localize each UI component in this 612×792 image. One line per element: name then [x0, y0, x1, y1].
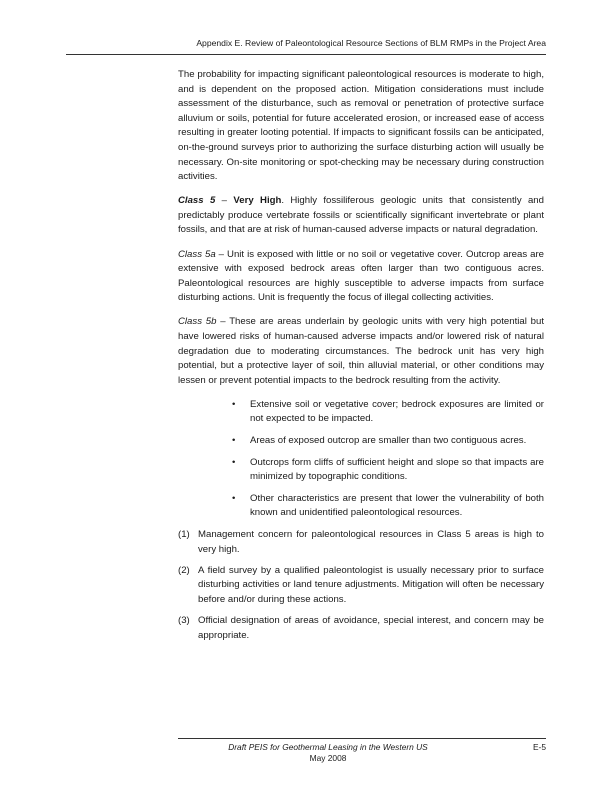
footer-rule	[178, 738, 546, 739]
bullet-text: Areas of exposed outcrop are smaller than two contiguous acres.	[250, 435, 527, 447]
class-5a-text: – Unit is exposed with little or no soil or vegetative cover. Outcrop areas are extensive with exposed bedrock areas often larger than two contiguous acres. Paleontological resources are highly susceptible to adverse impacts from surface disturbing actions. Unit is frequently the focus of illegal collecting activities.	[178, 248, 544, 304]
item-text: Management concern for paleontological resources in Class 5 areas is high to very high.	[198, 529, 544, 555]
class-5-label: Class 5	[178, 195, 216, 207]
numbered-list	[178, 528, 544, 643]
item-number: (1)	[178, 529, 190, 541]
footer-document-title: Draft PEIS for Geothermal Leasing in the Western US	[228, 742, 428, 752]
class-5b-paragraph	[178, 315, 544, 388]
bullet-item	[232, 434, 544, 449]
class-5-paragraph	[178, 194, 544, 238]
bullet-text: Other characteristics are present that lower the vulnerability of both known and unidentified paleontological resources.	[250, 492, 544, 519]
numbered-item	[178, 564, 544, 608]
bullet-list	[178, 398, 544, 521]
bullet-icon: •	[232, 492, 236, 504]
numbered-item	[178, 528, 544, 557]
class-5a-label: Class 5a	[178, 248, 216, 260]
class-5b-text: – These are areas underlain by geologic units with very high potential but have lowered risks of human-caused adverse impacts and/or lowered risk of natural degradation due to moderating circumstances. The bedrock unit has very high potential, but a protective layer of soil, thin alluvial material, or other conditions may lessen or prevent potential impacts to the bedrock resulting from the activity.	[178, 316, 544, 386]
bullet-item	[232, 492, 544, 521]
bullet-icon: •	[232, 435, 236, 447]
bullet-item	[232, 398, 544, 427]
class-5-text: . Highly fossiliferous geologic units that consistently and predictably produce vertebrate fossils or scientifically significant invertebrate or plant fossils, and that are at risk of human-caused adverse impacts or natural degradation.	[178, 195, 544, 236]
footer-date: May 2008	[309, 753, 347, 763]
bullet-text: Extensive soil or vegetative cover; bedrock exposures are limited or not expected to be impacted.	[250, 398, 544, 425]
item-text: A field survey by a qualified paleontologist is usually necessary prior to surface disturbing activities or land tenure adjustments. Mitigation will often be necessary before and/or during these actions.	[198, 564, 544, 605]
header-rule	[66, 54, 546, 55]
numbered-item	[178, 614, 544, 643]
intro-paragraph: The probability for impacting significant paleontological resources is moderate to high, and is dependent on the proposed action. Mitigation considerations must include assessment of the disturbance, such as removal or penetration of protective surface alluvium or soils, potential for future accelerated erosion, or increased ease of access resulting in greater looting potential. If impacts to significant fossils can be anticipated, on-the-ground surveys prior to authorizing the surface disturbing action will usually be necessary. On-site monitoring or spot-checking may be necessary during construction activities.	[178, 69, 544, 183]
bullet-icon: •	[232, 456, 236, 468]
bullet-item	[232, 456, 544, 485]
bullet-icon: •	[232, 398, 236, 410]
item-number: (3)	[178, 615, 190, 626]
document-body	[178, 68, 544, 650]
class-5a-paragraph	[178, 248, 544, 306]
item-number: (2)	[178, 564, 190, 576]
running-header: Appendix E. Review of Paleontological Resource Sections of BLM RMPs in the Project Area	[196, 38, 546, 48]
item-text: Official designation of areas of avoidance, special interest, and concern may be appropriate.	[198, 615, 544, 641]
page-number: E-5	[532, 742, 546, 752]
class-5b-label: Class 5b	[178, 316, 217, 328]
class-5-title: Very High	[233, 195, 282, 207]
class-5-dash: –	[215, 195, 234, 207]
bullet-text: Outcrops form cliffs of sufficient height and slope so that impacts are minimized by topographic conditions.	[250, 456, 544, 483]
